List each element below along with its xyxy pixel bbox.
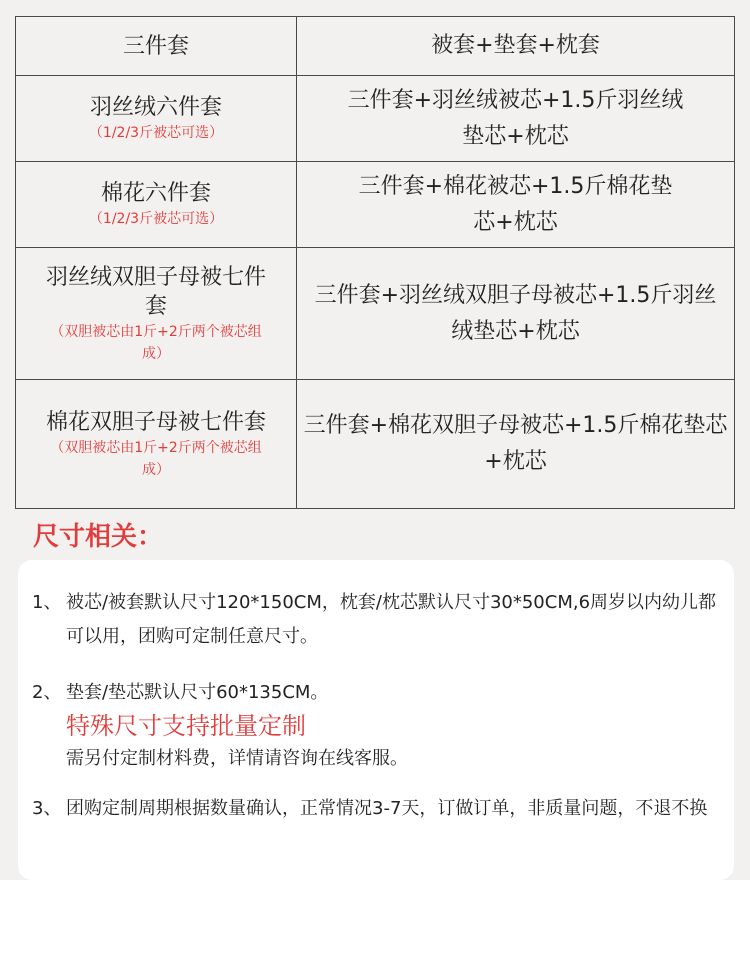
package-name: 羽丝绒六件套 [89,95,222,120]
item-number: 2、 [32,682,62,703]
package-name: 羽丝绒双胆子母被七件套 [45,264,266,319]
package-note: （双胆被芯由1斤+2斤两个被芯组成） [50,323,262,362]
item-extra-text: 需另付定制材料费，详情请咨询在线客服。 [66,748,408,769]
package-contents-cell [297,17,735,76]
item-number: 3、 [32,798,62,819]
package-contents: 三件套+羽丝绒被芯+1.5斤羽丝绒垫芯+枕芯 [347,87,684,149]
list-item [32,586,728,654]
size-section-heading: 尺寸相关： [33,522,164,552]
package-contents: 被套+垫套+枕套 [431,33,600,58]
size-info-card [18,560,734,880]
package-note: （1/2/3斤被芯可选） [88,211,224,227]
package-contents: 三件套+棉花被芯+1.5斤棉花垫芯+枕芯 [358,173,673,235]
table-row [16,17,735,76]
list-item [32,676,728,776]
package-name: 三件套 [122,33,189,59]
package-contents-cell [297,76,735,162]
table-row [16,162,735,248]
package-contents-cell [297,248,735,380]
package-note: （双胆被芯由1斤+2斤两个被芯组成） [50,439,262,478]
package-name-cell [16,380,297,509]
package-note: （1/2/3斤被芯可选） [88,125,224,141]
item-number: 1、 [32,592,62,613]
package-name: 棉花双胆子母被七件套 [45,409,266,435]
package-name-cell [16,248,297,380]
item-text: 被芯/被套默认尺寸120*150CM，枕套/枕芯默认尺寸30*50CM,6周岁以内幼儿都可以用，团购可定制任意尺寸。 [66,592,717,647]
package-name-cell [16,76,297,162]
package-name-cell [16,17,297,76]
package-contents: 三件套+羽丝绒双胆子母被芯+1.5斤羽丝绒垫芯+枕芯 [314,282,717,344]
package-contents-cell [297,162,735,248]
custom-size-highlight: 特殊尺寸支持批量定制 [66,712,306,740]
item-text: 团购定制周期根据数量确认，正常情况3-7天，订做订单，非质量问题，不退不换 [66,798,708,819]
package-name: 棉花六件套 [100,181,211,206]
table-row [16,76,735,162]
list-item [32,792,728,826]
package-table [15,16,735,509]
table-row [16,248,735,380]
package-name-cell [16,162,297,248]
item-text: 垫套/垫芯默认尺寸60*135CM。 [66,682,329,703]
table-row [16,380,735,509]
package-contents: 三件套+棉花双胆子母被芯+1.5斤棉花垫芯+枕芯 [303,413,728,474]
package-contents-cell [297,380,735,509]
